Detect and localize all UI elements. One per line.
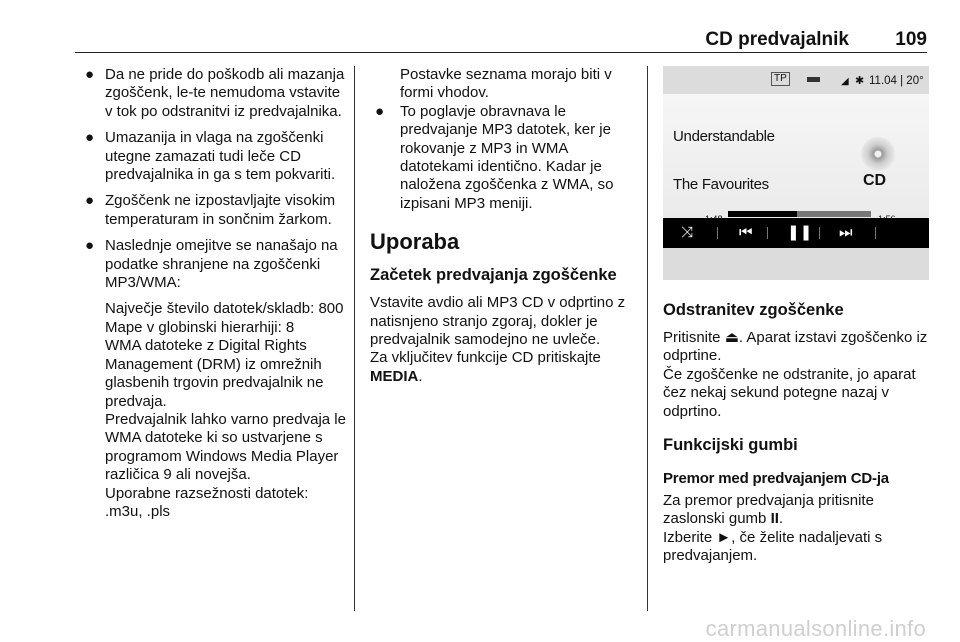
paragraph-retract: Če zgoščenke ne odstranite, jo aparat čez nekaj sekund potegne nazaj v odprtino. [663,365,916,420]
subsection-heading-start: Začetek predvajanja zgoščenke [370,266,617,285]
bullet-dot-icon: ● [85,129,95,147]
bluetooth-icon: ✱ [855,75,865,87]
sub-paragraph: Mape v globinski hierarhiji: 8 [105,318,295,336]
bullet-text: Da ne pride do poškodb ali mazanja zgoščenk, le-te nemudoma vstavite v tok po odstranitvi iz predvajalnika. [105,66,345,120]
source-label: CD [863,172,887,189]
paragraph-text: Pritisnite [663,329,725,346]
clock-temperature: 11.04 | 20° [869,75,924,87]
progress-fill [728,211,797,217]
cd-disc-icon [861,137,895,171]
bullet-text: Naslednje omejitve se nanašajo na podatke shranjene na zgoščenki MP3/WMA: [105,237,338,292]
bullet-dot-icon: ● [375,102,385,120]
page-number: 109 [895,29,927,50]
media-keyword: MEDIA [370,367,419,385]
control-divider [767,227,768,239]
cd-player-screenshot [663,66,929,280]
progress-bar[interactable] [728,211,871,217]
play-icon: ► [716,528,732,546]
bullet-text: Zgoščenk ne izpostavljajte visokim temperaturam in sončnim žarkom. [105,192,336,228]
bullet-text: Umazanija in vlaga na zgoščenki utegne zamazati tudi leče CD predvajalnika in ga s tem pokvariti. [105,129,336,184]
bullet-item [80,192,346,229]
paragraph-media [370,349,636,386]
pause-symbol: II [770,510,779,528]
pause-icon[interactable]: ❚❚ [787,224,813,241]
paragraph-resume [663,529,929,566]
paragraph-text: . Aparat izstavi zgoščenko iz odprtine. [663,329,928,365]
heading-pause: Premor med predvajanjem CD-ja [663,470,889,488]
column-divider [647,66,648,611]
bullet-dot-icon: ● [85,237,95,255]
previous-icon[interactable]: ⏮ [739,224,753,241]
track-title: Understandable [673,128,775,145]
tp-indicator: TP [771,72,790,86]
heading-remove-cd: Odstranitev zgoščenke [663,301,844,319]
paragraph-text: , če želite nadaljevati s predvajanjem. [663,528,883,565]
paragraph-text: Za premor predvajanja pritisnite zaslonski gumb [663,492,874,528]
control-divider [717,227,718,239]
column-right [663,66,929,566]
paragraph-eject [663,329,929,366]
bullet-text: To poglavje obravnava le predvajanje MP3 datotek, ker je rokovanje z MP3 in WMA datotekami identično. Kadar je naložena zgoščenka z WMA, so izpisani MP3 meniji. [400,102,614,212]
bullet-item [80,66,346,121]
section-heading-uporaba: Uporaba [370,229,460,255]
bullet-dot-icon: ● [85,66,95,83]
bullet-item [370,103,636,213]
control-divider [819,227,820,239]
battery-icon [807,77,820,82]
column-divider [354,66,355,611]
sub-paragraph: Uporabne razsežnosti datotek: .m3u, .pls [105,484,309,520]
next-icon[interactable]: ⏭ [839,224,853,241]
page-header [75,28,927,53]
bullet-dot-icon: ● [85,192,95,210]
control-divider [875,227,876,239]
shuffle-icon[interactable]: ⤨ [681,224,694,241]
continued-paragraph: Postavke seznama morajo biti v formi vhodov. [400,66,612,102]
status-bar [663,70,929,90]
playback-controls [663,218,929,248]
paragraph-text: Izberite [663,528,717,546]
sub-paragraph: WMA datoteke z Digital Rights Management (DRM) iz omrežnih glasbenih trgovin predvajalnik ne predvaja. [105,337,324,410]
heading-function-buttons: Funkcijski gumbi [663,436,798,455]
bullet-item [80,129,346,184]
watermark-footer: carmanualsonline.info [705,616,926,641]
page-title: CD predvajalnik [705,29,849,50]
paragraph-text: . [418,367,423,385]
signal-icon: ◢ [841,76,849,87]
paragraph-text: Za vključitev funkcije CD pritiskajte [370,349,601,367]
bullet-item [80,237,346,292]
paragraph-pause [663,492,929,529]
album-title: The Favourites [673,176,769,193]
paragraph-insert: Vstavite avdio ali MP3 CD v odprtino z natisnjeno stranjo zgoraj, dokler je predvajalnik samodejno ne uvleče. [370,294,626,349]
eject-icon: ⏏ [724,329,739,346]
column-middle [370,66,636,386]
paragraph-text: . [778,510,784,528]
column-left [80,66,346,521]
sub-paragraph: Predvajalnik lahko varno predvaja le WMA datoteke ki so ustvarjene s programom Windows Media Player različica 9 ali novejša. [105,410,346,484]
sub-paragraph: Največje število datotek/skladb: 800 [105,300,344,318]
